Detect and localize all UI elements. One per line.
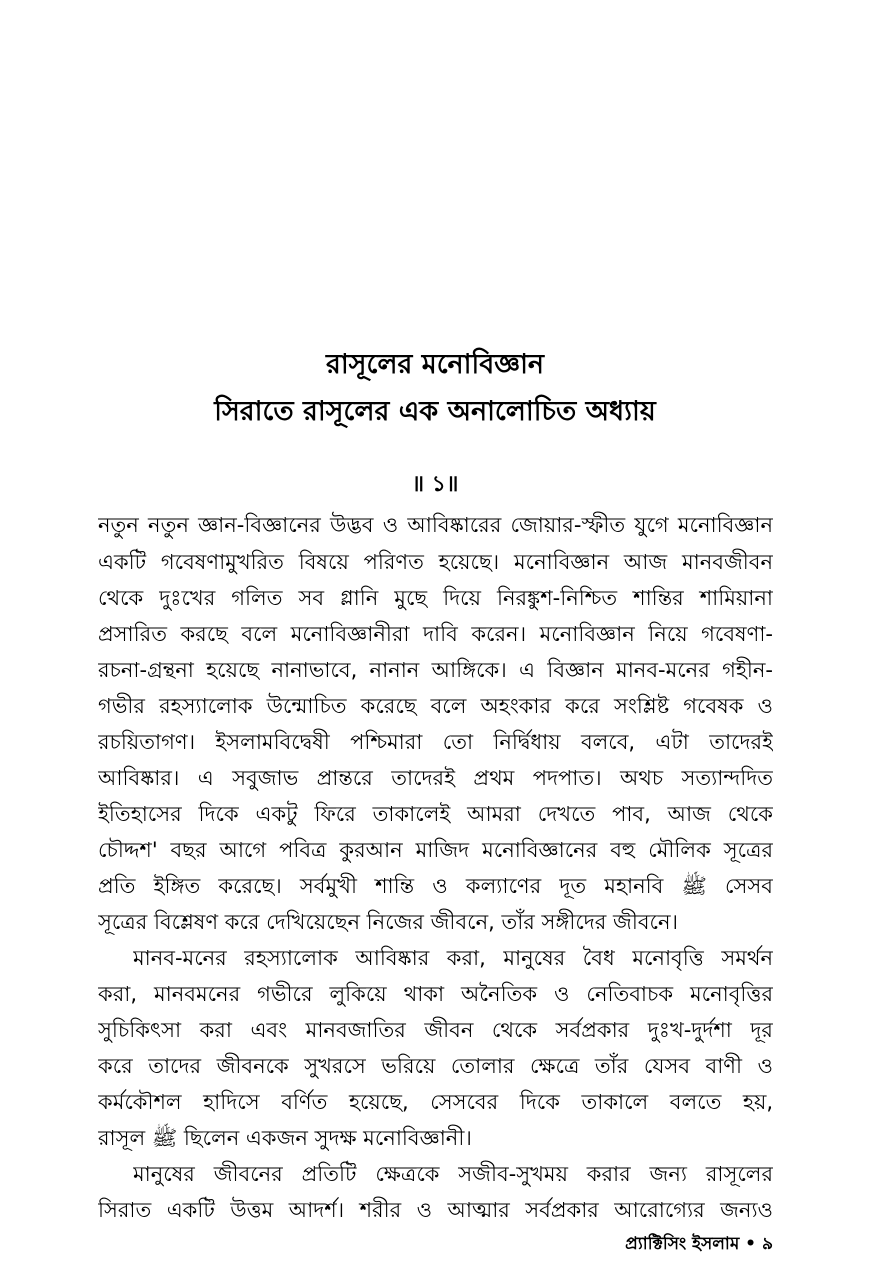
- text-line: গভীর রহস্যালোক উন্মোচিত করেছে বলে অহংকার করে সংশ্লিষ্ট গবেষক ও: [98, 694, 773, 718]
- text-line: ইতিহাসের দিকে একটু ফিরে তাকালেই আমরা দেখতে পাব, আজ থেকে: [98, 802, 773, 826]
- text-line: মানুষের জীবনের প্রতিটি ক্ষেত্রকে সজীব-সুখময় করার জন্য রাসূলের: [133, 1162, 773, 1186]
- text-line: একটি গবেষণামুখরিত বিষয়ে পরিণত হয়েছে। মনোবিজ্ঞান আজ মানবজীবন: [98, 550, 773, 574]
- text-line: রচনা-গ্রন্থনা হয়েছে নানাভাবে, নানান আঙ্গিকে। এ বিজ্ঞান মানব-মনের গহীন-: [98, 658, 773, 682]
- text-line: করে তাদের জীবনকে সুখরসে ভরিয়ে তোলার ক্ষেত্রে তাঁর যেসব বাণী ও: [98, 1054, 773, 1078]
- text-line: আবিষ্কার। এ সবুজাভ প্রান্তরে তাদেরই প্রথম পদপাত। অথচ সত্যান্দদিত: [98, 766, 773, 790]
- text-line: সিরাত একটি উত্তম আদর্শ। শরীর ও আত্মার সর্বপ্রকার আরোগ্যের জন্যও: [98, 1198, 773, 1222]
- page-footer: প্র্যাক্টিসিং ইসলাম • ৯: [625, 1234, 773, 1254]
- text-line: প্রতি ইঙ্গিত করেছে। সর্বমুখী শান্তি ও কল্যাণের দূত মহানবি ﷺ সেসব: [98, 874, 773, 898]
- chapter-title: রাসূলের মনোবিজ্ঞান: [325, 349, 545, 380]
- text-line: কর্মকৌশল হাদিসে বর্ণিত হয়েছে, সেসবের দিকে তাকালে বলতে হয়,: [98, 1090, 773, 1114]
- text-line: চৌদ্দশ' বছর আগে পবিত্র কুরআন মাজিদ মনোবিজ্ঞানের বহু মৌলিক সূত্রের: [98, 838, 773, 862]
- section-number: ॥ ১॥: [411, 472, 459, 497]
- text-line: রাসূল ﷺ ছিলেন একজন সুদক্ষ মনোবিজ্ঞানী।: [98, 1126, 472, 1150]
- text-line: নতুন নতুন জ্ঞান-বিজ্ঞানের উদ্ভব ও আবিষ্কারের জোয়ার-স্ফীত যুগে মনোবিজ্ঞান: [98, 513, 773, 537]
- text-line: সূত্রের বিশ্লেষণ করে দেখিয়েছেন নিজের জীবনে, তাঁর সঙ্গীদের জীবনে।: [98, 910, 678, 934]
- text-line: রচয়িতাগণ। ইসলামবিদ্বেষী পশ্চিমারা তো নির্দ্বিধায় বলবে, এটা তাদেরই: [98, 730, 773, 754]
- text-line: করা, মানবমনের গভীরে লুকিয়ে থাকা অনৈতিক ও নেতিবাচক মনোবৃত্তির: [98, 982, 773, 1006]
- text-line: প্রসারিত করছে বলে মনোবিজ্ঞানীরা দাবি করেন। মনোবিজ্ঞান নিয়ে গবেষণা-: [98, 622, 773, 646]
- chapter-subtitle: সিরাতে রাসূলের এক অনালোচিত অধ্যায়: [214, 396, 656, 427]
- text-line: থেকে দুঃখের গলিত সব গ্লানি মুছে দিয়ে নিরঙ্কুশ-নিশ্চিত শান্তির শামিয়ানা: [98, 586, 773, 610]
- text-line: মানব-মনের রহস্যালোক আবিষ্কার করা, মানুষের বৈধ মনোবৃত্তি সমর্থন: [133, 946, 773, 970]
- text-line: সুচিকিৎসা করা এবং মানবজাতির জীবন থেকে সর্বপ্রকার দুঃখ-দুর্দশা দূর: [98, 1018, 773, 1042]
